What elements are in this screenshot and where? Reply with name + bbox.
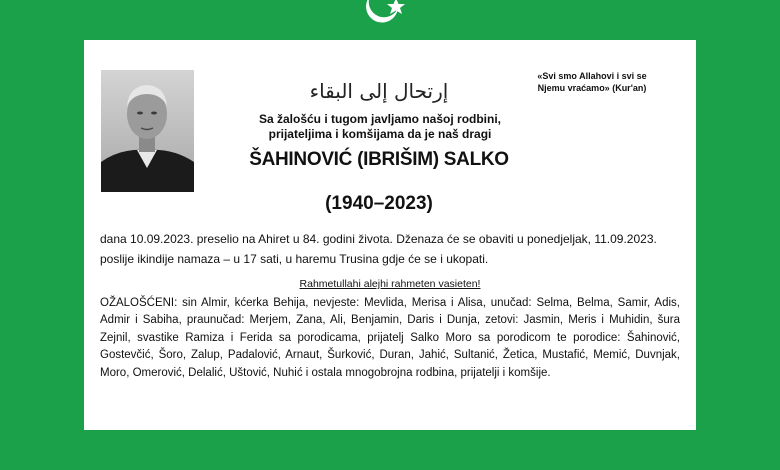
intro-line-1: Sa žalošću i tugom javljamo našoj rodbini, — [258, 112, 502, 126]
announcement-text — [100, 229, 684, 269]
quote-line-2: Njemu vraćamo» (Kur'an) — [537, 83, 647, 93]
deceased-name: ŠAHINOVIĆ (IBRIŠIM) SALKO — [249, 149, 509, 170]
announcement-line-1: dana 10.09.2023. preselio na Ahiret u 84. godini života. Dženaza će se obaviti u ponedjeljak, 11.09.2023. — [100, 232, 657, 246]
deceased-years: (1940–2023) — [325, 193, 433, 214]
prayer-line: Rahmetullahi alejhi rahmeten vasieten! — [299, 278, 481, 290]
svg-text:إرتحال إلى البقاء: إرتحال إلى البقاء — [309, 79, 449, 103]
intro-line-2: prijateljima i komšijama da je naš dragi — [268, 127, 492, 141]
intro-text — [244, 112, 516, 142]
arabic-calligraphy — [309, 70, 449, 108]
crescent-star-icon — [348, 0, 418, 30]
announcement-line-2: poslije ikindije namaza – u 17 sati, u haremu Trusina gdje će se i ukopati. — [100, 252, 489, 266]
obituary-card — [84, 40, 696, 430]
quran-quote — [522, 70, 662, 94]
portrait-photo — [101, 70, 194, 192]
quote-line-1: «Svi smo Allahovi i svi se — [537, 71, 647, 81]
mourners-list: OŽALOŠĆENI: sin Almir, kćerka Behija, nevjeste: Mevlida, Merisa i Alisa, unučad: Selma, Belma, Samir, Adis, Admir i Sabiha, praunučad: Merjem, Zana, Ali, Benjamin, Daris i Dunja, zetovi: Jasmin, Meris i Muhidin, šura Zejnil, svastike Ramiza i Ferida sa porodicama, prijatelj Salko Moro sa porodicom te porodice: Šahinović, Gostevčić, Šoro, Zalup, Padalović, Arnaut, Šurković, Duran, Jahić, Sultanić, Žetica, Mustafić, Memić, Duvnjak, Moro, Omerović, Delalić, Uštović, Nuhić i ostala mnogobrojna rodbina, prijatelji i komšije. — [100, 297, 680, 379]
